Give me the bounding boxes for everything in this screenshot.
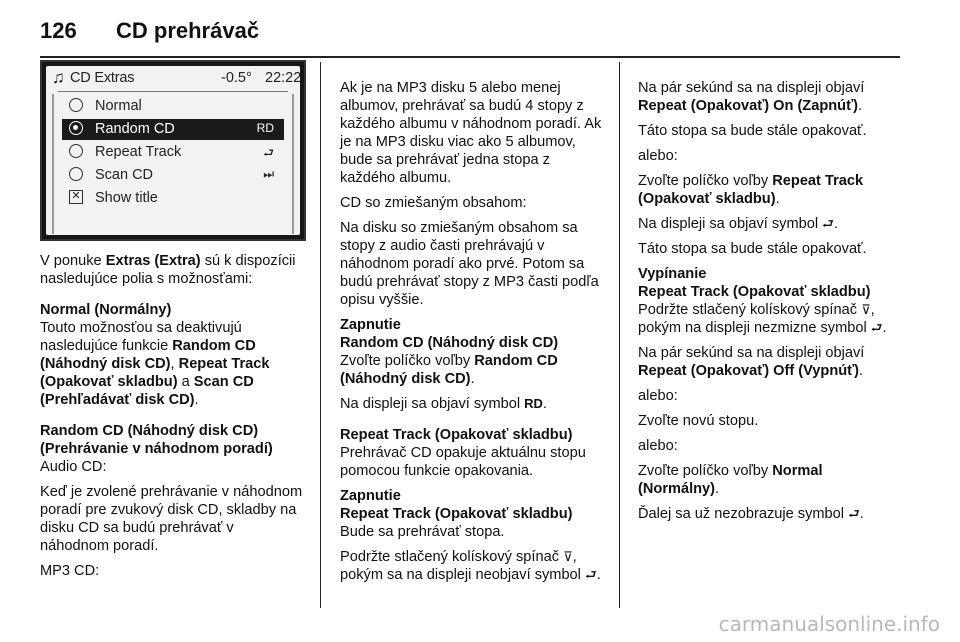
column-divider-2 [619, 62, 620, 608]
radio-off-icon [69, 98, 83, 112]
repeat-icon: ⮐ [870, 320, 883, 335]
mp3-cd-label: MP3 CD: [40, 563, 100, 579]
audio-cd-label: Audio CD: [40, 459, 107, 475]
random-icon: RD [256, 121, 274, 135]
menu-item-scan-cd[interactable] [62, 165, 284, 186]
page-number: 126 [40, 18, 77, 43]
right-p3: alebo: [638, 148, 678, 164]
right-p7: Na pár sekúnd sa na displeji objaví Repeat (Opakovať) Off (Vypnúť). [638, 345, 865, 379]
display-temperature: -0.5° [221, 70, 252, 86]
watermark: carmanualsonline.info [718, 612, 940, 636]
off-heading-2: Repeat Track (Opakovať skladbu) [638, 284, 871, 300]
menu-item-normal[interactable] [62, 96, 284, 117]
random-heading: Random CD (Náhodný disk CD) (Prehrávanie v náhodnom poradí) [40, 423, 273, 457]
random-on-paragraph: Zvoľte políčko voľby Random CD (Náhodný disk CD). [340, 353, 558, 387]
off-heading-1: Vypínanie [638, 266, 707, 282]
random-on-heading-2: Random CD (Náhodný disk CD) [340, 335, 559, 351]
random-icon: RD [524, 396, 543, 411]
random-on-heading-1: Zapnutie [340, 317, 401, 333]
right-column [638, 79, 900, 530]
repeat-icon: ⮐ [822, 216, 834, 231]
display-panel [46, 66, 300, 235]
menu-item-label: Normal [95, 98, 142, 114]
right-p4: Zvoľte políčko voľby Repeat Track (Opakovať skladbu). [638, 173, 864, 207]
hold-paragraph: Podržte stlačený kolískový spínač ⊽, pokým sa na displeji neobjaví symbol ⮐. [340, 549, 601, 583]
right-p6: Táto stopa sa bude stále opakovať. [638, 241, 867, 257]
scan-icon: ⏭ [263, 167, 274, 181]
display-right-bracket [292, 94, 294, 234]
normal-paragraph: Touto možnosťou sa deaktivujú nasledujúce funkcie Random CD (Náhodný disk CD), Repeat Track (Opakovať skladbu) a Scan CD (Prehľadávať disk CD). [40, 320, 270, 408]
repeat-on-heading-1: Zapnutie [340, 488, 401, 504]
right-p1: Na pár sekúnd sa na displeji objaví Repeat (Opakovať) On (Zapnúť). [638, 80, 865, 114]
display-screenshot [40, 60, 306, 241]
right-p5: Na displeji sa objaví symbol ⮐. [638, 216, 838, 232]
menu-item-label: Show title [95, 190, 158, 206]
checkbox-icon: ✕ [69, 190, 83, 204]
rocker-switch-icon: ⊽ [563, 549, 573, 564]
menu-item-label: Repeat Track [95, 144, 182, 160]
display-header [46, 66, 300, 90]
repeat-heading: Repeat Track (Opakovať skladbu) [340, 427, 573, 443]
music-note-icon: ♫ [52, 68, 65, 87]
off-paragraph: Podržte stlačený kolískový spínač ⊽, pokým na displeji nezmizne symbol ⮐. [638, 302, 887, 336]
right-p12: Ďalej sa už nezobrazuje symbol ⮐. [638, 506, 864, 522]
display-left-bracket [52, 94, 54, 234]
audio-cd-paragraph: Keď je zvolené prehrávanie v náhodnom poradí pre zvukový disk CD, skladby na disku CD sa budú prehrávať v náhodnom poradí. [40, 484, 303, 554]
repeat-on-heading-2: Repeat Track (Opakovať skladbu) [340, 506, 573, 522]
column-divider-1 [320, 62, 321, 608]
menu-item-label: Random CD [95, 121, 175, 137]
repeat-icon: ⮐ [584, 567, 597, 582]
radio-off-icon [69, 144, 83, 158]
radio-on-icon [69, 121, 83, 135]
mixed-paragraph: Na disku so zmiešaným obsahom sa stopy z audio časti prehrávajú v náhodnom poradí ako prvé. Potom sa budú prehrávať stopy z MP3 časti podľa opisu vyššie. [340, 220, 599, 308]
right-p9: Zvoľte novú stopu. [638, 413, 759, 429]
right-p2: Táto stopa sa bude stále opakovať. [638, 123, 867, 139]
menu-item-label: Scan CD [95, 167, 154, 183]
middle-column [340, 79, 608, 591]
intro-paragraph: V ponuke Extras (Extra) sú k dispozícii nasledujúce polia s možnosťami: [40, 253, 296, 287]
radio-off-icon [69, 167, 83, 181]
left-column [40, 252, 305, 587]
menu-item-show-title[interactable] [62, 188, 284, 209]
repeat-icon: ⮐ [263, 146, 274, 160]
mixed-heading: CD so zmiešaným obsahom: [340, 195, 527, 211]
normal-heading: Normal (Normálny) [40, 302, 172, 318]
display-time: 22:22 [265, 70, 302, 86]
right-p10: alebo: [638, 438, 678, 454]
mp3-paragraph: Ak je na MP3 disku 5 alebo menej albumov, prehrávať sa budú 4 stopy z každého albumu v náhodnom poradí. Ak je na MP3 disku viac ako 5 albumov, bude sa prehrávať jedna stopa z každého albumu. [340, 80, 602, 186]
random-symbol-paragraph: Na displeji sa objaví symbol RD. [340, 396, 547, 412]
page-title: CD prehrávač [116, 18, 260, 43]
repeat-icon: ⮐ [848, 506, 860, 521]
right-p8: alebo: [638, 388, 678, 404]
rocker-switch-icon: ⊽ [861, 302, 871, 317]
menu-item-repeat-track[interactable] [62, 142, 284, 163]
menu-item-random-cd[interactable] [62, 119, 284, 140]
repeat-paragraph: Prehrávač CD opakuje aktuálnu stopu pomocou funkcie opakovania. [340, 445, 586, 479]
right-p11: Zvoľte políčko voľby Normal (Normálny). [638, 463, 823, 497]
repeat-on-paragraph: Bude sa prehrávať stopa. [340, 524, 505, 540]
display-title: CD Extras [70, 70, 135, 86]
display-header-divider [58, 91, 288, 92]
header-rule [40, 56, 900, 58]
